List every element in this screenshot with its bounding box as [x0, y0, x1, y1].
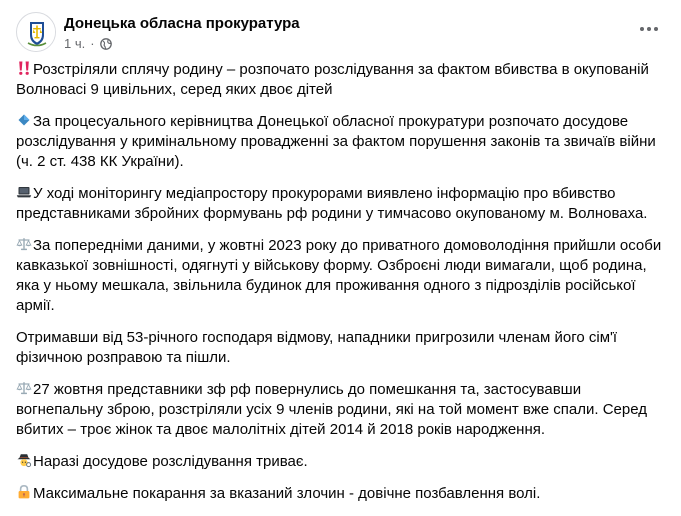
post-meta — [64, 36, 112, 51]
globe-icon — [100, 38, 112, 50]
post-paragraph — [16, 184, 666, 224]
post-body — [16, 60, 666, 516]
post-paragraph — [16, 328, 666, 368]
paragraph-text: За процесуального керівництва Донецької обласної прокуратури розпочато досудове розслідування у кримінальному провадженні за фактом порушення законів та звичаїв війни (ч. 2 ст. 438 КК України). — [16, 113, 656, 170]
paragraph-text: Отримавши від 53-річного господаря відмову, нападники пригрозили членам його сім'ї фізичною розправою та пішли. — [16, 329, 618, 366]
post-paragraph — [16, 60, 666, 100]
paragraph-text: За попередніми даними, у жовтні 2023 року до приватного домоволодіння прийшли особи кавказької зовнішності, одягнуті у військову форму. Озброєні люди вимагали, щоб родина, яка у ньому мешкала, звільнила будинок для проживання одного з підрозділів російської армії. — [16, 237, 662, 314]
post-paragraph — [16, 484, 666, 504]
prosecutor-emblem-icon[interactable] — [16, 12, 56, 52]
paragraph-text: 27 жовтня представники зф рф повернулись до помешкання та, застосувавши вогнепальну зброю, розстріляли усіх 9 членів родини, які на той момент вже спали. Серед вбитих – троє жінок та двоє малолітніх дітей 2014 й 2018 років народження. — [16, 381, 647, 438]
double-exclamation-icon — [16, 60, 32, 76]
balance-scale-icon — [16, 236, 32, 252]
paragraph-text: Наразі досудове розслідування триває. — [33, 453, 308, 470]
laptop-icon — [16, 184, 32, 200]
more-options-icon[interactable] — [635, 18, 663, 40]
blue-diamond-icon — [16, 112, 32, 128]
post-paragraph — [16, 452, 666, 472]
paragraph-text: Розстріляли сплячу родину – розпочато розслідування за фактом вбивства в окупованій Волновасі 9 цивільних, серед яких двоє дітей — [16, 61, 649, 98]
post-paragraph — [16, 236, 666, 316]
post-timestamp[interactable]: 1 ч. — [64, 36, 86, 51]
post-header — [16, 12, 665, 56]
paragraph-text: Максимальне покарання за вказаний злочин - довічне позбавлення волі. — [33, 485, 541, 502]
balance-scale-icon — [16, 380, 32, 396]
post-paragraph — [16, 112, 666, 172]
paragraph-text: У ході моніторингу медіапростору прокурорами виявлено інформацію про вбивство представниками збройних формувань рф родини у тимчасово окупованому м. Волноваха. — [16, 185, 648, 222]
lock-icon — [16, 484, 32, 500]
post-paragraph — [16, 380, 666, 440]
detective-icon — [16, 452, 32, 468]
meta-separator: · — [90, 36, 95, 51]
post-author-name[interactable]: Донецька обласна прокуратура — [64, 15, 300, 32]
